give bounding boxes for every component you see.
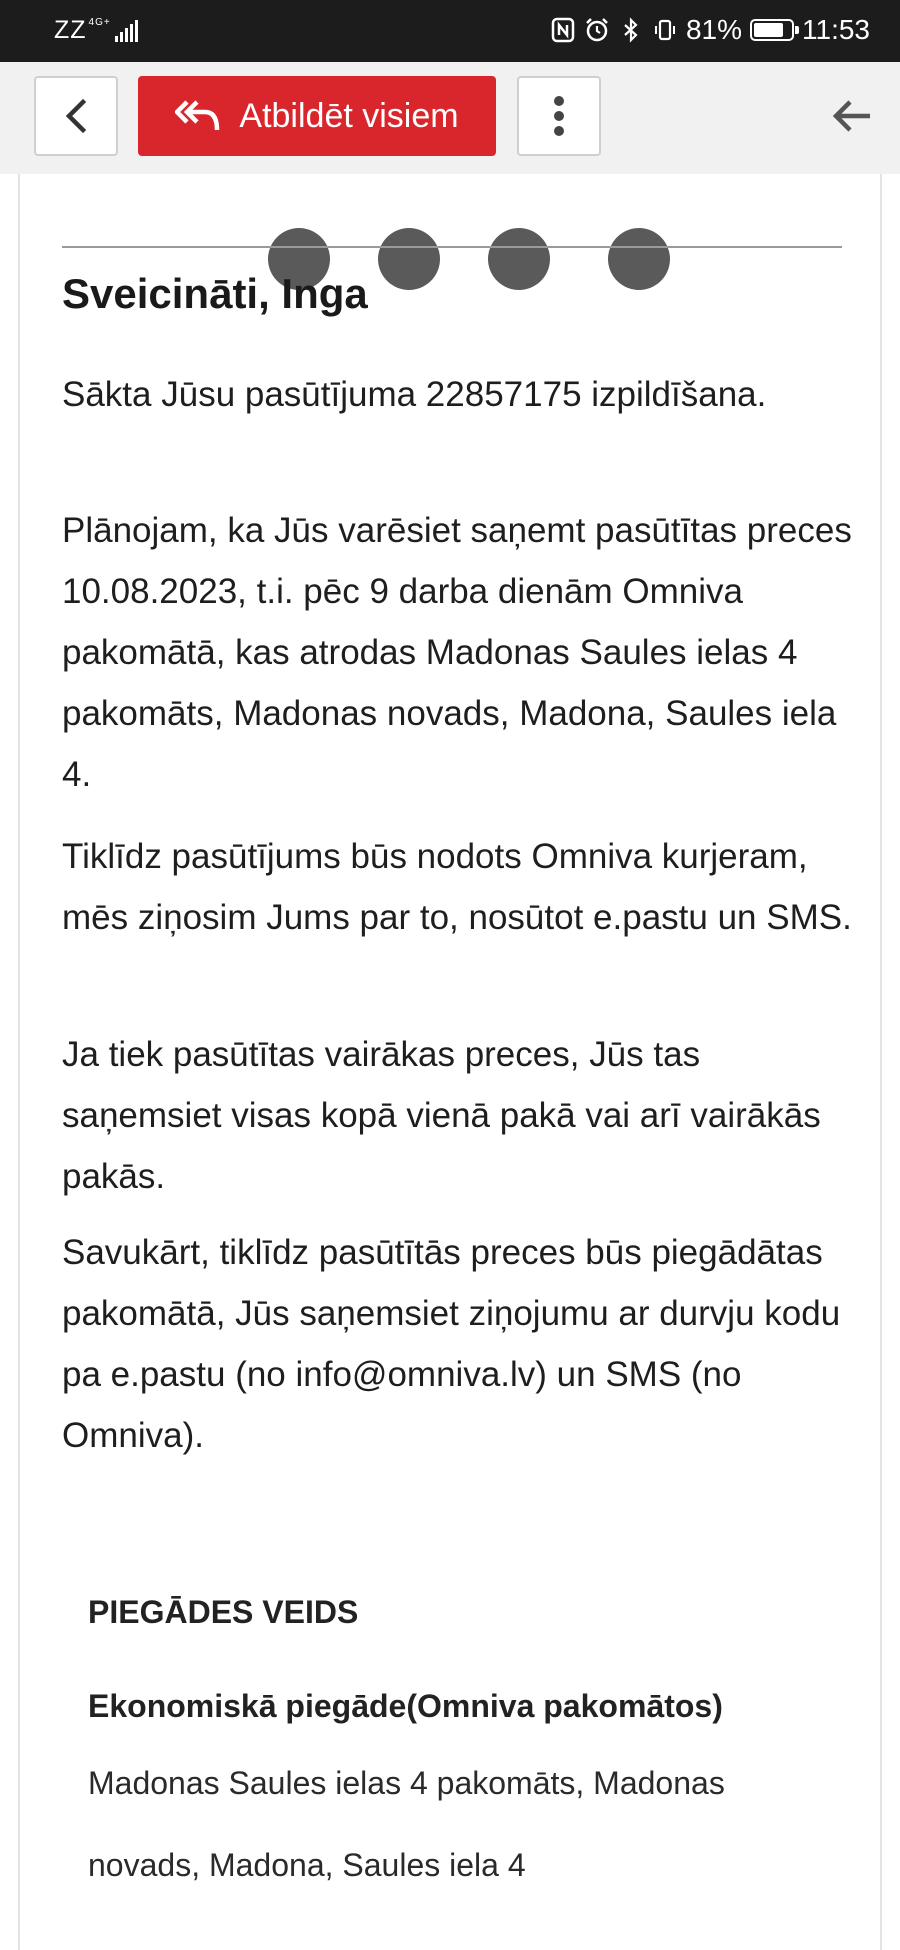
status-bar-left [54, 16, 138, 45]
bluetooth-icon [618, 17, 644, 43]
body-paragraph: Ja tiek pasūtītas vairākas preces, Jūs tas saņemsiet visas kopā vienā pakā vai arī vairākās pakās. [62, 1035, 821, 1196]
divider [62, 246, 842, 248]
network-type-label: 4G+ [88, 16, 111, 28]
battery-icon [750, 19, 794, 41]
alarm-icon [584, 17, 610, 43]
greeting-heading: Sveicināti, Inga [62, 270, 368, 317]
reply-all-icon [175, 98, 221, 134]
reply-all-label: Atbildēt visiem [239, 96, 459, 135]
back-button[interactable] [34, 76, 118, 156]
body-paragraph: Plānojam, ka Jūs varēsiet saņemt pasūtītas preces 10.08.2023, t.i. pēc 9 darba dienām Omniva pakomātā, kas atrodas Madonas Saules ielas 4 pakomāts, Madonas novads, Madona, Saules iela 4. [62, 511, 852, 794]
reply-all-button[interactable] [138, 76, 496, 156]
clock: 11:53 [802, 14, 870, 45]
battery-percent: 81% [685, 14, 742, 45]
vibrate-icon [652, 17, 678, 43]
body-paragraph: Sākta Jūsu pasūtījuma 22857175 izpildīšana. [62, 375, 767, 414]
carrier-label: ZZ [54, 16, 87, 44]
status-bar-right [550, 14, 870, 46]
delivery-method: Ekonomiskā piegāde(Omniva pakomātos) [88, 1688, 723, 1724]
youtube-icon[interactable] [488, 228, 550, 290]
chevron-left-icon [61, 96, 91, 136]
linkedin-icon[interactable] [608, 228, 670, 290]
body-paragraph: Savukārt, tiklīdz pasūtītās preces būs piegādātas pakomātā, Jūs saņemsiet ziņojumu ar durvju kodu pa e.pastu (no info@omniva.lv) un SMS (no Omniva). [62, 1233, 841, 1455]
body-paragraph: Tiklīdz pasūtījums būs nodots Omniva kurjeram, mēs ziņosim Jums par to, nosūtot e.pastu un SMS. [62, 837, 852, 937]
delivery-address: Madonas Saules ielas 4 pakomāts, Madonas novads, Madona, Saules iela 4 [88, 1765, 725, 1883]
more-options-button[interactable] [517, 76, 601, 156]
email-body [18, 174, 882, 1950]
status-bar [0, 0, 900, 62]
arrow-left-icon[interactable] [832, 98, 872, 134]
email-toolbar [0, 62, 900, 174]
nfc-icon [550, 17, 576, 43]
signal-icon [115, 20, 138, 42]
facebook-icon[interactable] [378, 228, 440, 290]
delivery-section-title: PIEGĀDES VEIDS [88, 1594, 359, 1630]
more-vertical-icon [553, 95, 565, 137]
